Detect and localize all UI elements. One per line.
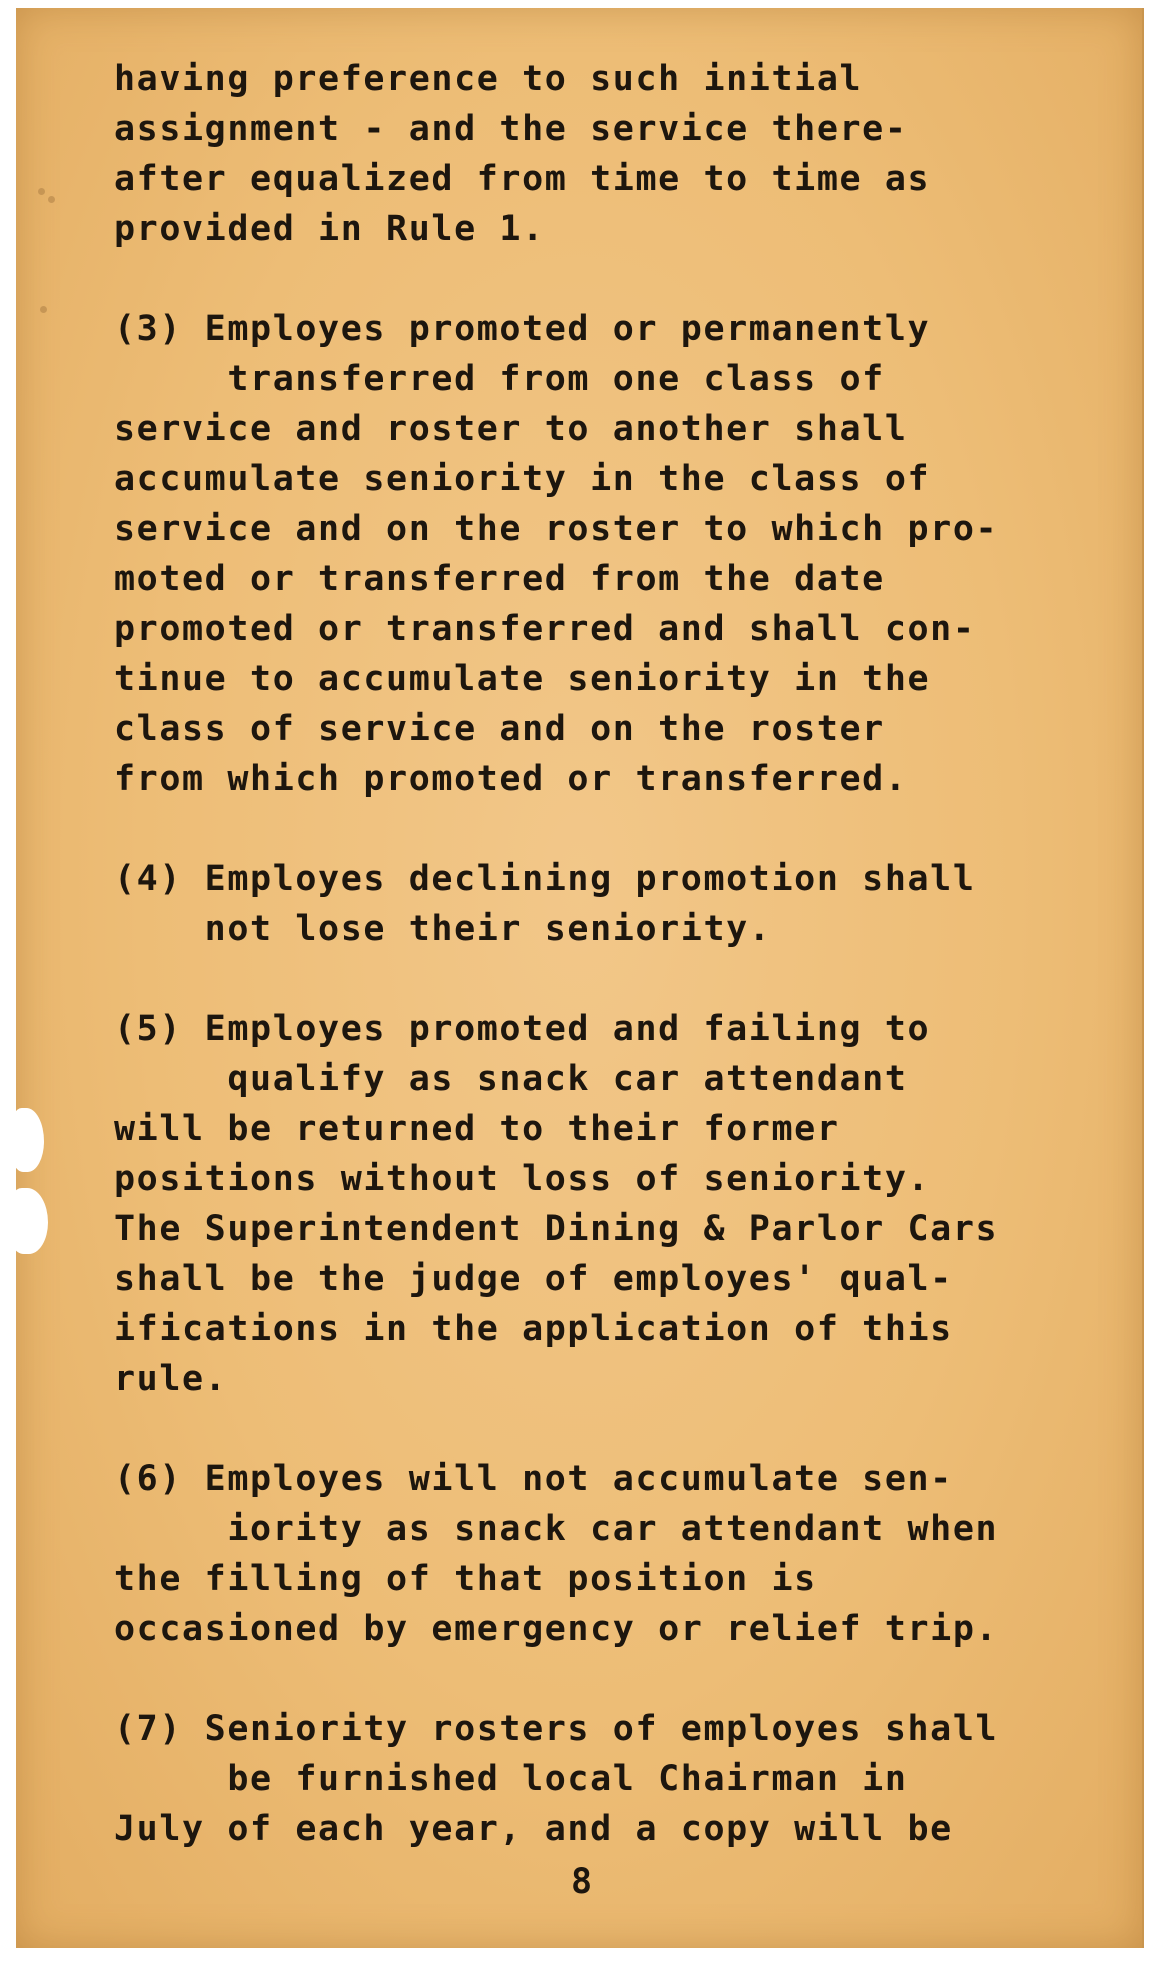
text-line: class of service and on the roster — [114, 709, 885, 749]
text-line: rule. — [114, 1359, 228, 1399]
torn-edge — [10, 1108, 44, 1172]
punch-mark — [48, 196, 55, 203]
punch-mark — [40, 306, 47, 313]
torn-edge — [8, 1188, 48, 1254]
rule-3-paragraph — [114, 304, 1114, 804]
punch-mark — [38, 188, 45, 195]
text-line: will be returned to their former — [114, 1109, 840, 1149]
text-line: (3) Employes promoted or permanently — [114, 309, 931, 349]
text-line: service and roster to another shall — [114, 409, 908, 449]
text-line: transferred from one class of — [114, 359, 885, 399]
rule-7-paragraph — [114, 1704, 1114, 1854]
typed-text-body — [114, 54, 1114, 1854]
text-line: occasioned by emergency or relief trip. — [114, 1609, 999, 1649]
text-line: (5) Employes promoted and failing to — [114, 1009, 931, 1049]
text-line: having preference to such initial — [114, 59, 863, 99]
rule-4-paragraph — [114, 854, 1114, 954]
text-line: (7) Seniority rosters of employes shall — [114, 1709, 999, 1749]
text-line: (4) Employes declining promotion shall — [114, 859, 976, 899]
rule-6-paragraph — [114, 1454, 1114, 1654]
rule-5-paragraph — [114, 1004, 1114, 1404]
text-line: be furnished local Chairman in — [114, 1759, 908, 1799]
text-line: moted or transferred from the date — [114, 559, 885, 599]
text-line: (6) Employes will not accumulate sen- — [114, 1459, 953, 1499]
page-number: 8 — [570, 1862, 593, 1902]
text-line: tinue to accumulate seniority in the — [114, 659, 931, 699]
text-line: assignment - and the service there- — [114, 109, 908, 149]
text-line: ifications in the application of this — [114, 1309, 953, 1349]
text-line: after equalized from time to time as — [114, 159, 931, 199]
text-line: qualify as snack car attendant — [114, 1059, 908, 1099]
text-line: provided in Rule 1. — [114, 209, 545, 249]
text-line: iority as snack car attendant when — [114, 1509, 999, 1549]
text-line: from which promoted or transferred. — [114, 759, 908, 799]
text-line: accumulate seniority in the class of — [114, 459, 931, 499]
continuation-paragraph — [114, 54, 1114, 254]
text-line: not lose their seniority. — [114, 909, 772, 949]
text-line: July of each year, and a copy will be — [114, 1809, 953, 1849]
text-line: positions without loss of seniority. — [114, 1159, 931, 1199]
text-line: promoted or transferred and shall con- — [114, 609, 976, 649]
text-line: The Superintendent Dining & Parlor Cars — [114, 1209, 999, 1249]
text-line: shall be the judge of employes' qual- — [114, 1259, 953, 1299]
text-line: service and on the roster to which pro- — [114, 509, 999, 549]
text-line: the filling of that position is — [114, 1559, 817, 1599]
